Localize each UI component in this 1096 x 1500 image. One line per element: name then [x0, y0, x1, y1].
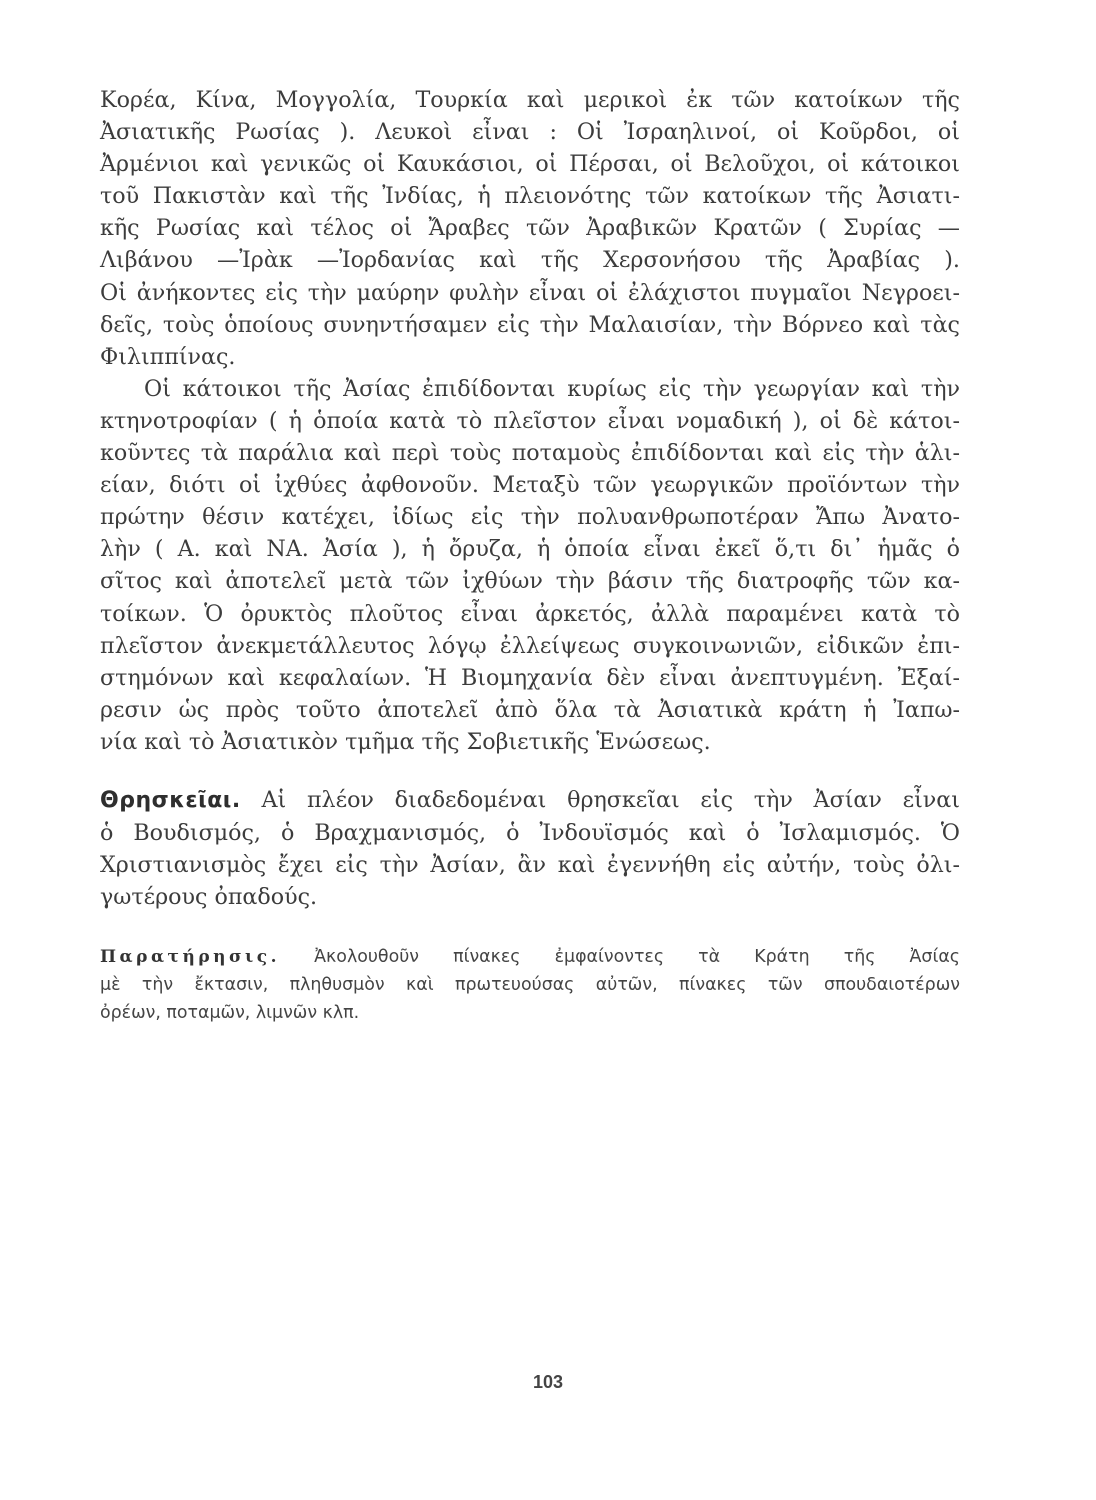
text-run: Ἀκολουθοῦν πίνακες ἐμφαίνοντες τὰ Κράτη τῆς Ἀσίας [314, 947, 961, 968]
text-line: μὲ τὴν ἔκτασιν, πληθυσμὸν καὶ πρωτευούσας αὐτῶν, πίνακες τῶν σπουδαιοτέρων [100, 975, 960, 996]
text-line: λὴν ( Α. καὶ ΝΑ. Ἀσία ), ἡ ὄρυζα, ἡ ὁποία εἶναι ἐκεῖ ὅ,τι δι᾽ ἡμᾶς ὁ [100, 536, 960, 563]
text-line: πλεῖστον ἀνεκμετάλλευτος λόγῳ ἐλλείψεως συγκοινωνιῶν, εἰδικῶν ἐπι- [100, 632, 960, 659]
text-line: Οἱ ἀνήκοντες εἰς τὴν μαύρην φυλὴν εἶναι οἱ ἐλάχιστοι πυγμαῖοι Νεγροει- [100, 279, 960, 306]
note-label: Παρατήρησις. [100, 947, 281, 968]
paragraph-races [100, 84, 960, 373]
text-line: δεῖς, τοὺς ὁποίους συνηντήσαμεν εἰς τὴν Μαλαισίαν, τὴν Βόρνεο καὶ τὰς [100, 311, 960, 338]
text-line: κῆς Ρωσίας καὶ τέλος οἱ Ἄραβες τῶν Ἀραβικῶν Κρατῶν ( Συρίας — [100, 215, 960, 242]
text-line: ρεσιν ὡς πρὸς τοῦτο ἀποτελεῖ ἀπὸ ὅλα τὰ Ἀσιατικὰ κράτη ἡ Ἰαπω- [100, 696, 960, 723]
text-line: κοῦντες τὰ παράλια καὶ περὶ τοὺς ποταμοὺς ἐπιδίδονται καὶ εἰς τὴν ἁλι- [100, 440, 960, 467]
text-line: Ἀρμένιοι καὶ γενικῶς οἱ Καυκάσιοι, οἱ Πέρσαι, οἱ Βελοῦχοι, οἱ κάτοικοι [100, 151, 960, 178]
text-line [100, 784, 960, 817]
paragraph-economy [100, 373, 960, 758]
paragraph-religions [100, 784, 960, 913]
text-line: νία καὶ τὸ Ἀσιατικὸν τμῆμα τῆς Σοβιετικῆς Ἑνώσεως. [100, 728, 711, 755]
text-line: Λιβάνου —Ἰρὰκ —Ἰορδανίας καὶ τῆς Χερσονήσου τῆς Ἀραβίας ). [100, 247, 960, 274]
text-line [100, 943, 960, 971]
text-line: πρώτην θέσιν κατέχει, ἰδίως εἰς τὴν πολυανθρωποτέραν Ἄπω Ἀνατο- [100, 504, 960, 531]
text-line: Χριστιανισμὸς ἔχει εἰς τὴν Ἀσίαν, ἂν καὶ ἐγεννήθη εἰς αὐτήν, τοὺς ὀλι- [100, 852, 960, 879]
text-line: Οἱ κάτοικοι τῆς Ἀσίας ἐπιδίδονται κυρίως εἰς τὴν γεωργίαν καὶ τὴν [144, 375, 960, 402]
text-line: ὁ Βουδισμός, ὁ Βραχμανισμός, ὁ Ἰνδουϊσμός καὶ ὁ Ἰσλαμισμός. Ὁ [100, 820, 960, 847]
text-line: στημόνων καὶ κεφαλαίων. Ἡ Βιομηχανία δὲν εἶναι ἀνεπτυγμένη. Ἐξαί- [100, 664, 960, 691]
page-number: 103 [532, 1372, 564, 1392]
text-line: σῖτος καὶ ἀποτελεῖ μετὰ τῶν ἰχθύων τὴν βάσιν τῆς διατροφῆς τῶν κα- [100, 568, 960, 595]
text-run: Αἱ πλέον διαδεδομέναι θρησκεῖαι εἰς τὴν Ἀσίαν εἶναι [261, 786, 960, 813]
page-body [100, 84, 960, 1027]
section-heading: Θρησκεῖαι. [100, 787, 241, 813]
text-line: Φιλιππίνας. [100, 343, 236, 370]
text-line: ὀρέων, ποταμῶν, λιμνῶν κλπ. [100, 1003, 360, 1024]
note-block [100, 943, 960, 1027]
text-line: γωτέρους ὀπαδούς. [100, 884, 318, 911]
text-line: Ἀσιατικῆς Ρωσίας ). Λευκοὶ εἶναι : Οἱ Ἰσραηλινοί, οἱ Κοῦρδοι, οἱ [100, 119, 960, 146]
text-line: είαν, διότι οἱ ἰχθύες ἀφθονοῦν. Μεταξὺ τῶν γεωργικῶν προϊόντων τὴν [100, 472, 960, 499]
text-line: κτηνοτροφίαν ( ἡ ὁποία κατὰ τὸ πλεῖστον εἶναι νομαδική ), οἱ δὲ κάτοι- [100, 407, 960, 434]
text-line: τοῦ Πακιστὰν καὶ τῆς Ἰνδίας, ἡ πλειονότης τῶν κατοίκων τῆς Ἀσιατι- [100, 183, 960, 210]
text-line: τοίκων. Ὁ ὀρυκτὸς πλοῦτος εἶναι ἀρκετός, ἀλλὰ παραμένει κατὰ τὸ [100, 600, 960, 627]
text-line: Κορέα, Κίνα, Μογγολία, Τουρκία καὶ μερικοὶ ἐκ τῶν κατοίκων τῆς [100, 87, 960, 113]
